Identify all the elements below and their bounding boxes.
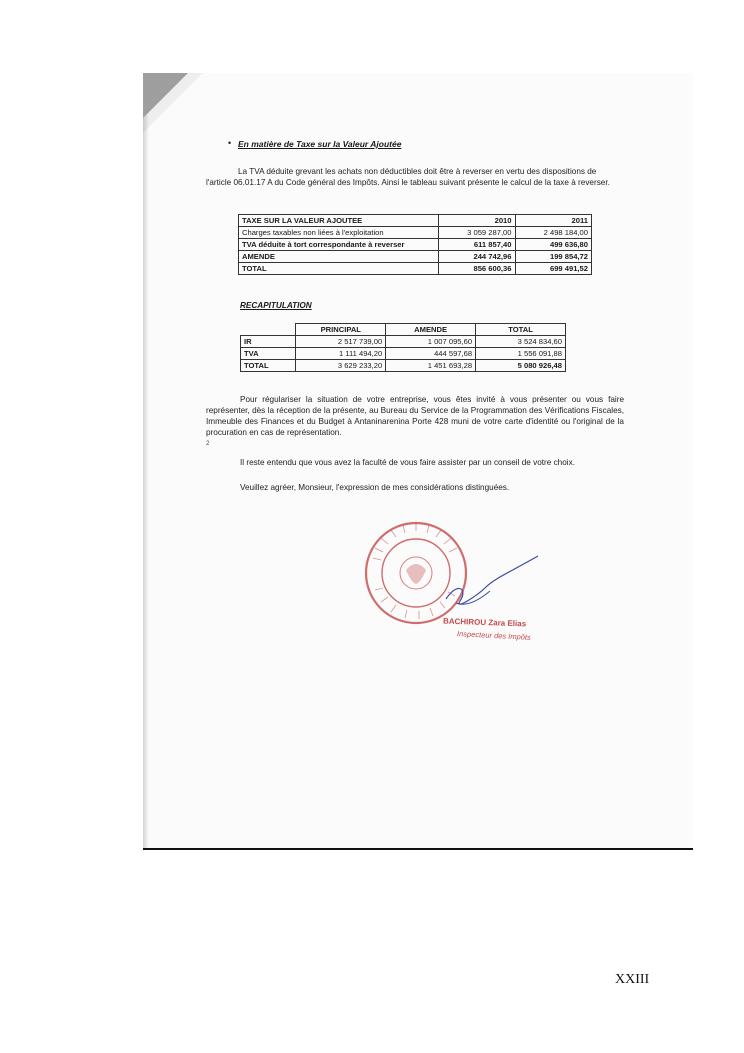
table-cell: TVA [241,348,296,360]
table-cell: 499 636,80 [515,239,592,251]
table-cell: 444 597,68 [386,348,476,360]
table-row [239,227,592,239]
page-number: XXIII [615,972,650,987]
table-cell: TOTAL [239,263,439,275]
salutation-paragraph: Veuillez agréer, Monsieur, l'expression de mes considérations distinguées. [240,483,510,492]
table-row [241,348,566,360]
table-cell: 199 854,72 [515,251,592,263]
table-header-cell: PRINCIPAL [296,324,386,336]
table-cell: TVA déduite à tort correspondante à reverser [239,239,439,251]
recap-table [240,323,566,372]
signature [438,551,548,616]
table-cell: 611 857,40 [439,239,516,251]
table-cell: 3 524 834,60 [476,336,566,348]
table-cell: AMENDE [239,251,439,263]
table-cell: 699 491,52 [515,263,592,275]
folded-corner [143,73,188,118]
recap-heading: RECAPITULATION [240,301,312,310]
table-header-row [241,324,566,336]
table-cell: 3 059 287,00 [439,227,516,239]
table-cell: 1 556 091,88 [476,348,566,360]
table-cell: 856 600,36 [439,263,516,275]
table-header-cell: TAXE SUR LA VALEUR AJOUTEE [239,215,439,227]
footnote-mark: 2 [206,441,210,447]
section-heading: En matière de Taxe sur la Valeur Ajoutée [238,139,402,149]
table-corner-cell [241,324,296,336]
table-cell: 244 742,96 [439,251,516,263]
table-header-row [239,215,592,227]
table-row [241,336,566,348]
table-header-cell: AMENDE [386,324,476,336]
signer-name: BACHIROU Zara Elias [442,616,527,629]
table-row [239,239,592,251]
table-cell: Charges taxables non liées à l'exploitation [239,227,439,239]
table-cell: IR [241,336,296,348]
table-header-cell: TOTAL [476,324,566,336]
table-cell: 1 451 693,28 [386,360,476,372]
table-cell: 1 007 095,60 [386,336,476,348]
regularisation-paragraph: Pour régulariser la situation de votre entreprise, vous êtes invité à vous présenter ou vous faire représenter, dès la réception de la présente, au Bureau du Service de la Programmation des Vérifications Fiscales, Immeuble des Finances et du Budget à Antaninarenina Porte 428 muni de votre carte d'identité ou l'original de la procuration en cas de représentation. [206,395,624,437]
table-cell: 2 498 184,00 [515,227,592,239]
table-cell: 1 111 494,20 [296,348,386,360]
signer-title: Inspecteur des Impôts [456,629,531,642]
table-cell: 2 517 739,00 [296,336,386,348]
table-row [239,251,592,263]
intro-paragraph: La TVA déduite grevant les achats non déductibles doit être à reverser en vertu des dispositions de l'article 06.01.17 A du Code général des Impôts. Ainsi le tableau suivant présente le calcul de la taxe à reverser. [206,167,610,187]
counsel-paragraph: Il reste entendu que vous avez la faculté de vous faire assister par un conseil de votre choix. [240,458,575,467]
table-cell: 3 629 233,20 [296,360,386,372]
scan-shadow [143,73,149,849]
table-row [239,263,592,275]
tva-table [238,214,592,275]
bullet-icon: • [228,138,232,148]
table-row [241,360,566,372]
table-cell: TOTAL [241,360,296,372]
table-header-cell: 2010 [439,215,516,227]
table-cell: 5 080 926,48 [476,360,566,372]
table-header-cell: 2011 [515,215,592,227]
page-rule [143,848,693,850]
scanned-letter [143,73,693,849]
